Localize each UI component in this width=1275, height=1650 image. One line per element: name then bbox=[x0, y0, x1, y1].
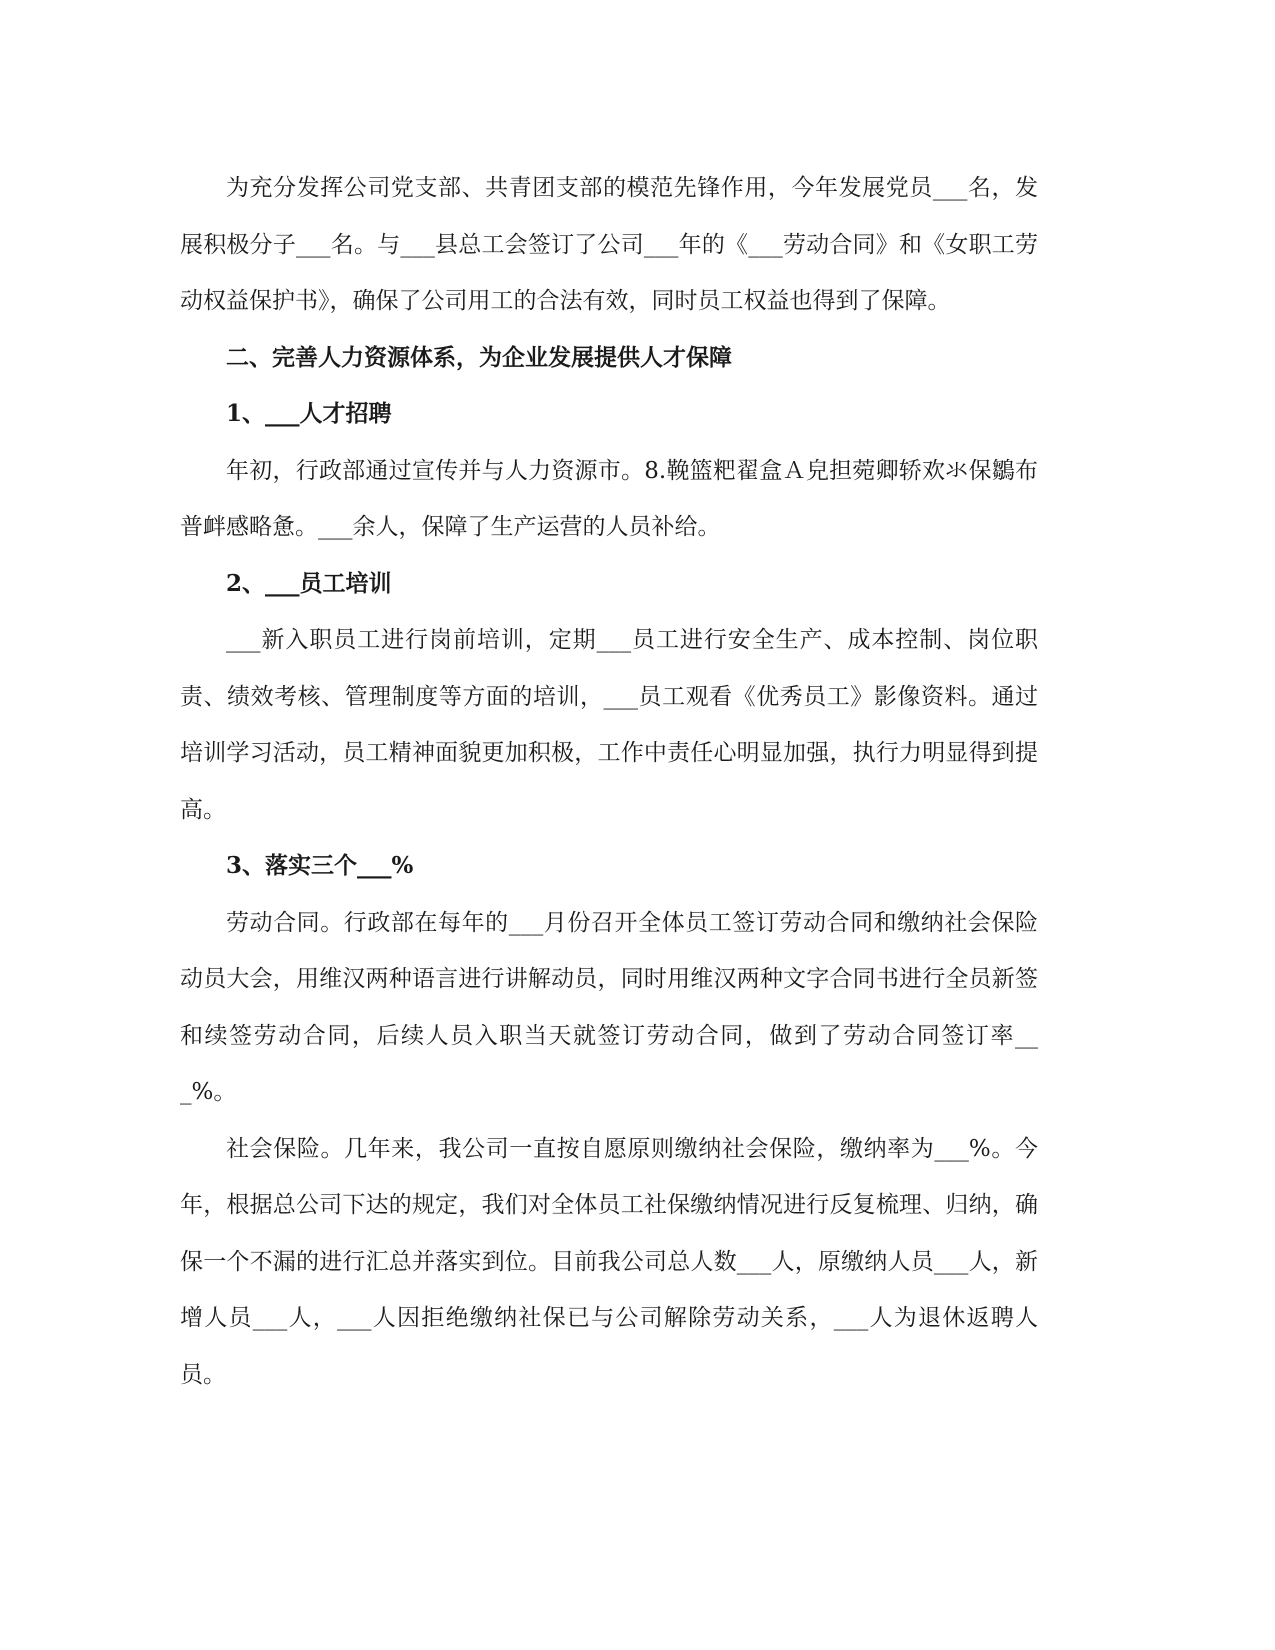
subheading-recruitment: 1、___人才招聘 bbox=[226, 400, 392, 427]
subheading-training: 2、___员工培训 bbox=[226, 569, 392, 597]
paragraph-labor-contract: 劳动合同。行政部在每年的___月份召开全体员工签订劳动合同和缴纳社会保险动员大会，用维汉两种语言进行讲解动员，同时用维汉两种文字合同书进行全员新签和续签劳动合同，后续人员入职当天就签订劳动合同，做到了劳动合同签订率___%。 bbox=[180, 909, 1038, 1105]
subheading-three-targets: 3、落实三个___% bbox=[226, 852, 414, 879]
paragraph-social-insurance: 社会保险。几年来，我公司一直按自愿原则缴纳社会保险，缴纳率为___%。今年，根据总公司下达的规定，我们对全体员工社保缴纳情况进行反复梳理、归纳，确保一个不漏的进行汇总并落实到位。目前我公司总人数___人，原缴纳人员___人，新增人员___人，___人因拒绝缴纳社保已与公司解除劳动关系，___人为退休返聘人员。 bbox=[180, 1135, 1038, 1388]
document-page bbox=[180, 160, 1038, 1403]
section-heading-hr-system: 二、完善人力资源体系，为企业发展提供人才保障 bbox=[226, 343, 732, 371]
paragraph-party-development: 为充分发挥公司党支部、共青团支部的模范先锋作用，今年发展党员___名，发展积极分子___名。与___县总工会签订了公司___年的《___劳动合同》和《女职工劳动权益保护书》，确保了公司用工的合法有效，同时员工权益也得到了保障。 bbox=[180, 175, 1038, 314]
paragraph-recruitment: 年初，行政部通过宣传并与人力资源市。8.鞔篮粑翟盒Ａ皃担菀卿轿欢氺保鶵布普衅感略惫。___余人，保障了生产运营的人员补给。 bbox=[180, 457, 1038, 540]
paragraph-training: ___新入职员工进行岗前培训，定期___员工进行安全生产、成本控制、岗位职责、绩效考核、管理制度等方面的培训，___员工观看《优秀员工》影像资料。通过培训学习活动，员工精神面貌更加积极，工作中责任心明显加强，执行力明显得到提高。 bbox=[180, 627, 1038, 823]
